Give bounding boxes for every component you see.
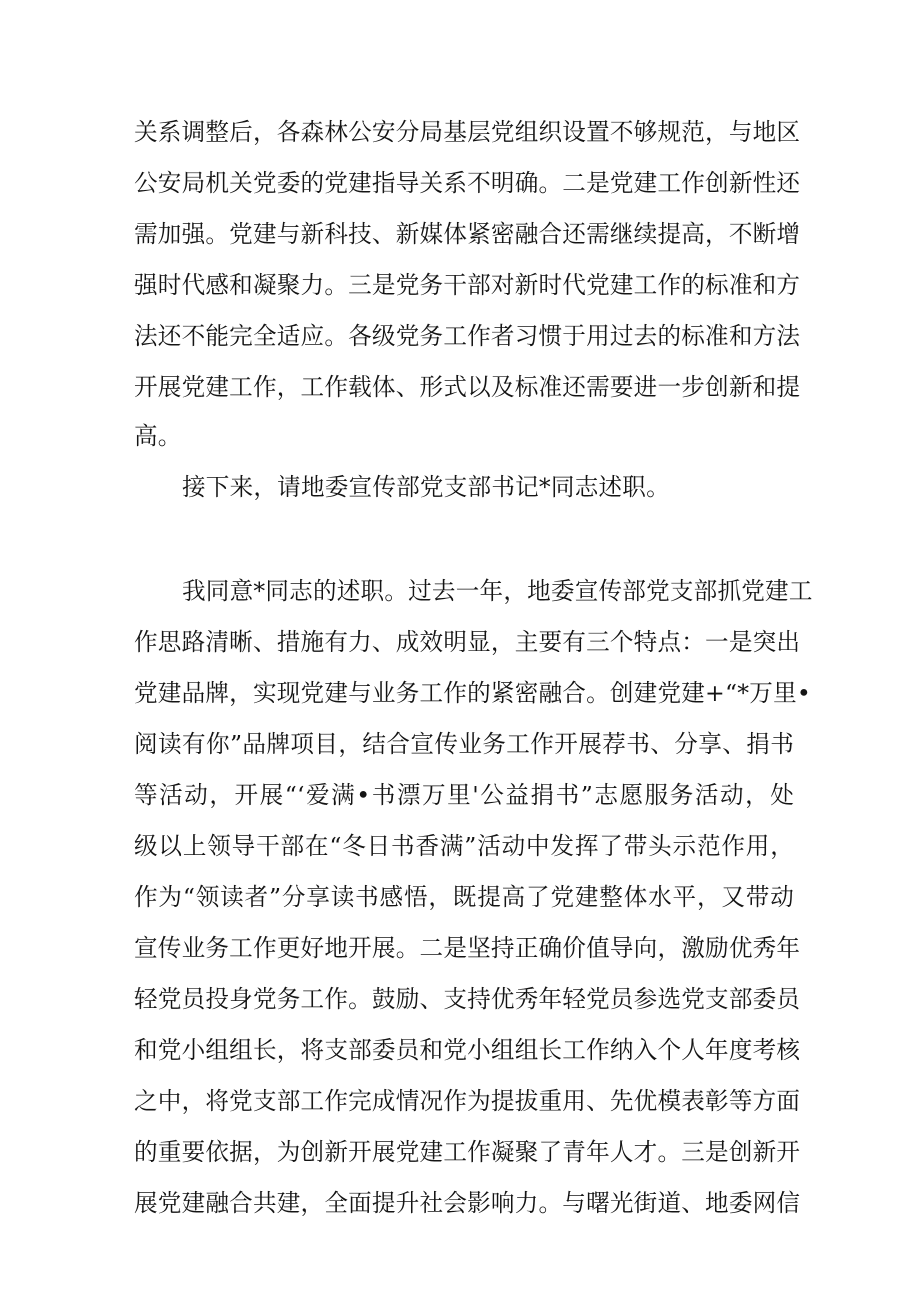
text-line: 之中，将党支部工作完成情况作为提拔重用、先优模表彰等方面	[134, 1087, 801, 1115]
text-line: 等活动，开展“‘爱满•书漂万里'公益捐书”志愿服务活动，处	[134, 781, 794, 809]
text-line: 党建品牌，实现党建与业务工作的紧密融合。创建党建+“*万里•	[134, 679, 811, 707]
text-line: 和党小组组长，将支部委员和党小组组长工作纳入个人年度考核	[134, 1036, 801, 1064]
text-line: 宣传业务工作更好地开展。二是坚持正确价值导向，激励优秀年	[134, 934, 801, 962]
text-line: 级以上领导干部在“冬日书香满”活动中发挥了带头示范作用，	[134, 832, 794, 860]
text-line: 高。	[134, 422, 182, 450]
text-line: 作思路清晰、措施有力、成效明显，主要有三个特点：一是突出	[134, 628, 801, 656]
text-line: 法还不能完全适应。各级党务工作者习惯于用过去的标准和方法	[134, 322, 801, 350]
text-line: 我同意*同志的述职。过去一年，地委宣传部党支部抓党建工	[182, 577, 813, 605]
text-line: 公安局机关党委的党建指导关系不明确。二是党建工作创新性还	[134, 169, 801, 197]
text-line: 关系调整后，各森林公安分局基层党组织设置不够规范，与地区	[134, 118, 801, 146]
text-line: 轻党员投身党务工作。鼓励、支持优秀年轻党员参选党支部委员	[134, 985, 801, 1013]
text-line: 展党建融合共建，全面提升社会影响力。与曙光街道、地委网信	[134, 1189, 801, 1217]
text-line: 需加强。党建与新科技、新媒体紧密融合还需继续提高，不断增	[134, 220, 801, 248]
text-line: 的重要依据，为创新开展党建工作凝聚了青年人才。三是创新开	[134, 1138, 801, 1166]
text-line: 接下来，请地委宣传部党支部书记*同志述职。	[182, 473, 670, 501]
text-line: 作为“领读者”分享读书感悟，既提高了党建整体水平，又带动	[134, 883, 794, 911]
text-line: 阅读有你”品牌项目，结合宣传业务工作开展荐书、分享、捐书	[134, 730, 794, 758]
text-line: 强时代感和凝聚力。三是党务干部对新时代党建工作的标准和方	[134, 271, 801, 299]
text-line: 开展党建工作，工作载体、形式以及标准还需要进一步创新和提	[134, 373, 801, 401]
